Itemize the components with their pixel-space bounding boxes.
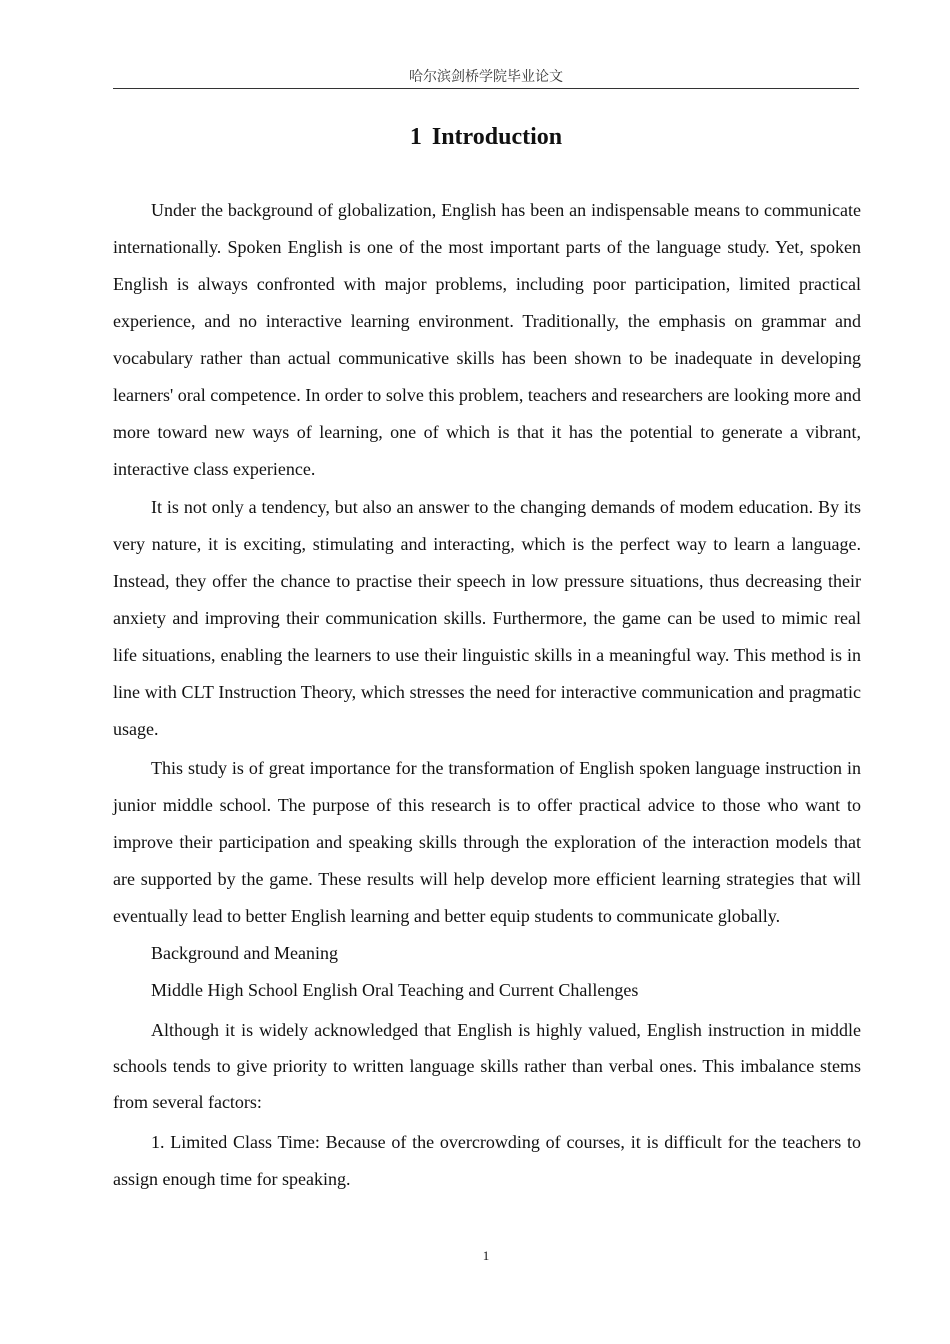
list-item: 1. Limited Class Time: Because of the overcrowding of courses, it is difficult for the teachers to assign enough time for speaking. xyxy=(113,1132,861,1189)
paragraph: This study is of great importance for the transformation of English spoken language instruction in junior middle school. The purpose of this research is to offer practical advice to those who want to improve their participation and speaking skills through the exploration of the interaction models that are supported by the game. These results will help develop more efficient learning strategies that will eventually lead to better English learning and better equip students to communicate globally. xyxy=(113,758,861,926)
paragraph: It is not only a tendency, but also an answer to the changing demands of modem education. By its very nature, it is exciting, stimulating and interacting, which is the perfect way to learn a language. Instead, they offer the chance to practise their speech in low pressure situations, thus decreasing their anxiety and improving their communication skills. Furthermore, the game can be used to mimic real life situations, enabling the learners to use their linguistic skills in a meaningful way. This method is in line with CLT Instruction Theory, which stresses the need for interactive communication and pragmatic usage. xyxy=(113,497,861,739)
chapter-number: 1 xyxy=(409,124,422,150)
chapter-title-text: Introduction xyxy=(431,124,563,150)
paragraph: Although it is widely acknowledged that English is highly valued, English instruction in middle schools tends to give priority to written language skills rather than verbal ones. This imbalance stems from several factors: xyxy=(113,1020,861,1112)
page-header: 哈尔滨剑桥学院毕业论文 xyxy=(409,69,563,85)
header-rule xyxy=(113,88,859,89)
section-heading: Background and Meaning xyxy=(151,943,338,963)
chapter-title xyxy=(113,124,859,151)
subsection-heading: Middle High School English Oral Teaching and Current Challenges xyxy=(151,980,639,1000)
body-text xyxy=(113,192,861,1198)
paragraph: Under the background of globalization, English has been an indispensable means to communicate internationally. Spoken English is one of the most important parts of the language study. Yet, spoken English is always confronted with major problems, including poor participation, limited practical experience, and no interactive learning environment. Traditionally, the emphasis on grammar and vocabulary rather than actual communicative skills has been shown to be inadequate in developing learners' oral competence. In order to solve this problem, teachers and researchers are looking more and more toward new ways of learning, one of which is that it has the potential to generate a vibrant, interactive class experience. xyxy=(113,200,861,479)
page-number: 1 xyxy=(482,1248,490,1263)
